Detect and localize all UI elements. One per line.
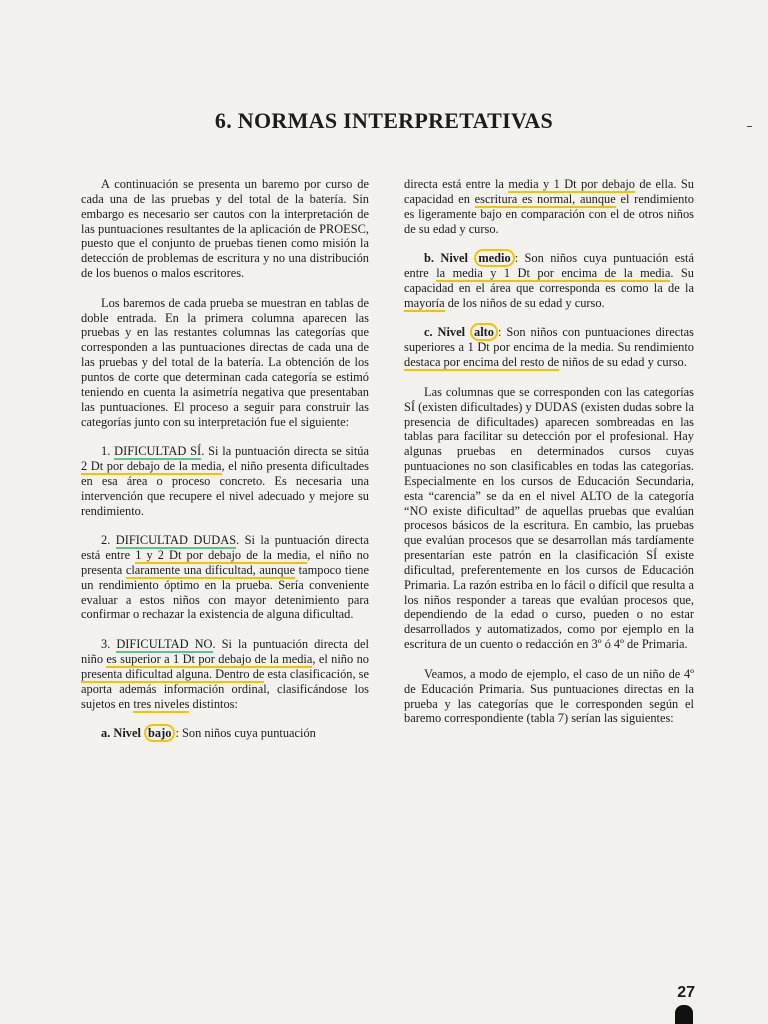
circled-alto: alto (470, 323, 498, 341)
highlight-claramente: claramente una dificultad, aunque (125, 562, 296, 577)
highlight-tres-niveles: tres niveles (133, 696, 190, 711)
paragraph-nivel-alto: c. Nivel alto : Son niños con puntuaciones directas superiores a 1 Dt por encima de la media. Su rendimiento destaca por encima del resto de niños de su edad y curso. (404, 325, 695, 370)
paragraph-columnas: Las columnas que se corresponden con las categorías SÍ (existen dificultades) y DUDAS (existen dudas sobre la presencia de dificultades) aparecen sombreadas en las tablas para facilitar su detección por el profesional. Hay algunas pruebas en determinados cursos cuyas puntuaciones no son clasificables en todas las categorías. Especialmente en los cursos de Educación Secundaria, esta “carencia” se da en el nivel ALTO de la categoría “NO existe dificultad” de aquellas pruebas que evalúan procesos básicos de la escritura. En cambio, las pruebas que evalúan procesos que se desarrollan más tardíamente presentarían este patrón en la clasificación SÍ existe dificultad, preferentemente en los cursos de Educación Primaria. La razón estriba en lo fácil o difícil que resulta a los niños responder a tareas que evalúan procesos que, dependiendo de la edad o curso, pueden o no estar desarrollados y automatizados, como por ejemplo en la escritura de un cuento o redacción en 3º ó 4º de Primaria. (404, 384, 694, 652)
paragraph-dificultad-dudas: 2. DIFICULTAD DUDAS. Si la puntuación directa está entre 1 y 2 Dt por debajo de la media, el niño no presenta claramente una dificultad, aunque tampoco tiene un rendimiento óptimo en la prueba. Sería conveniente evaluar a estos niños con mayor detenimiento para confirmar o rechazar la existencia de alguna dificultad. (81, 533, 370, 622)
page-title: 6. NORMAS INTERPRETATIVAS (214, 108, 554, 133)
paragraph-nivel-bajo: a. Nivel bajo : Son niños cuya puntuación (101, 726, 316, 741)
highlight-destaca: destaca por encima del resto de (404, 355, 560, 370)
highlight-dificultad-no: DIFICULTAD NO (116, 637, 213, 652)
page-tab-marker (675, 1005, 693, 1024)
paragraph-nivel-medio: b. Nivel medio : Son niños cuya puntuación está entre la media y 1 Dt por encima de la media. Su capacidad en el área que corresponda es como la de la mayoría de los niños de su edad y curso. (404, 251, 694, 310)
right-column (404, 177, 694, 741)
highlight-dificultad-si: DIFICULTAD SÍ (114, 444, 202, 459)
highlight-superior: es superior a 1 Dt por debajo de la media (106, 652, 313, 666)
highlight-mayoria: mayoría (404, 295, 445, 310)
paragraph-dificultad-no: 3. DIFICULTAD NO. Si la puntuación directa del niño es superior a 1 Dt por debajo de la media, el niño no presenta dificultad alguna. Dentro de esta clasificación, se aporta además información ordinal, clasificándose los sujetos en tres niveles distintos: (81, 637, 370, 711)
paragraph-nivel-bajo-cont: directa está entre la media y 1 Dt por debajo de ella. Su capacidad en escritura es normal, aunque el rendimiento es ligeramente bajo en comparación con el de otros niños de su edad y curso. (404, 177, 694, 236)
highlight-normal: escritura es normal, aunque (474, 191, 616, 206)
page-number: 27 (677, 984, 695, 1001)
left-column (81, 177, 369, 756)
highlight-2dt: 2 Dt por debajo de la media (81, 459, 222, 474)
paragraph-ejemplo: Veamos, a modo de ejemplo, el caso de un niño de 4º de Educación Primaria. Sus puntuaciones directas en la prueba y las categorías que le corresponden según el baremo correspondiente (tabla 7) serían las siguientes: (404, 666, 694, 726)
highlight-1y2dt: 1 y 2 Dt por debajo de la media (135, 548, 308, 563)
paragraph-intro: A continuación se presenta un baremo por curso de cada una de las pruebas y del total de la batería. Sin embargo es necesario ser cautos con la interpretación de las puntuaciones resultantes de la aplicación de PROESC, puesto que el conjunto de pruebas tienen como misión la detección de problemas de escritura y no una distribución de los buenos o malos escritores. (81, 177, 369, 281)
paragraph-baremos: Los baremos de cada prueba se muestran en tablas de doble entrada. En la primera columna aparecen las pruebas y en las restantes columnas las categorías que corresponden a las puntuaciones directas de cada una de las pruebas y del total de la batería. La obtención de los puntos de corte que determinan cada categoría se estimó teniendo en cuenta la asimetría negativa que presentaban las puntuaciones. El proceso a seguir para construir las categorías junto con su interpretación fue el siguiente: (81, 295, 369, 429)
highlight-dificultad-dudas: DIFICULTAD DUDAS (115, 533, 237, 548)
circled-medio: medio (474, 249, 514, 267)
highlight-presenta: presenta dificultad alguna. Dentro de (81, 666, 265, 681)
paragraph-dificultad-si: 1. DIFICULTAD SÍ. Si la puntuación directa se sitúa 2 Dt por debajo de la media, el niño presenta dificultades en esa área o proceso concreto. Es necesaria una intervención que recupere el nivel adecuado y mejore su rendimiento. (81, 444, 370, 518)
highlight-media-encima: la media y 1 Dt por encima de la media (436, 266, 671, 281)
highlight-media-1dt: media y 1 Dt por debajo (508, 177, 635, 191)
circled-bajo: bajo (144, 724, 175, 742)
